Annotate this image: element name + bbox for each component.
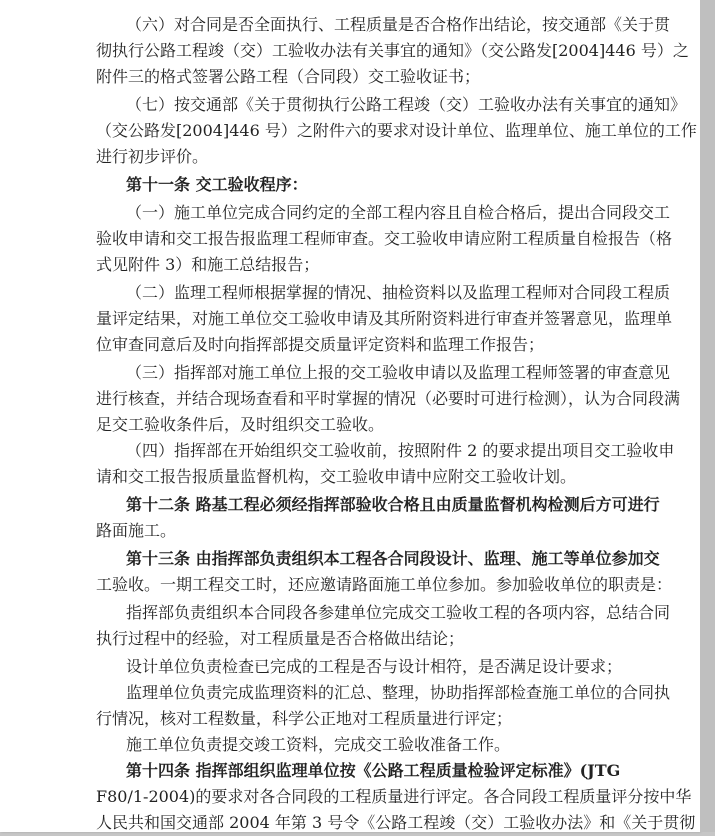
section-heading: 第十一条 交工验收程序： <box>126 175 308 194</box>
document-line: 位审查同意后及时向指挥部提交质量评定资料和监理工作报告； <box>96 335 545 354</box>
viewer-gutter <box>700 0 715 832</box>
document-line: （六）对合同是否全面执行、工程质量是否合格作出结论，按交通部《关于贯 <box>126 15 671 34</box>
document-line: （交公路发[2004]446 号）之附件六的要求对设计单位、监理单位、施工单位的工作 <box>96 121 697 140</box>
document-line: 路面施工。 <box>96 521 177 540</box>
document-line: 执行过程中的经验，对工程质量是否合格做出结论； <box>96 629 465 648</box>
document-line: 彻执行公路工程竣（交）工验收办法有关事宜的通知》（交公路发[2004]446 号）之 <box>96 41 689 60</box>
document-line: 进行核查，并结合现场查看和平时掌握的情况（必要时可进行检测），认为合同段满 <box>96 389 681 408</box>
document-line: 量评定结果，对施工单位交工验收申请及其所附资料进行审查并签署意见，监理单 <box>96 309 673 328</box>
document-line: 设计单位负责检查已完成的工程是否与设计相符，是否满足设计要求； <box>126 657 623 676</box>
document-line: 附件三的格式签署公路工程（合同段）交工验收证书； <box>96 67 481 86</box>
document-line: 进行初步评价。 <box>96 147 209 166</box>
document-line: 验收申请和交工报告报监理工程师审查。交工验收申请应附工程质量自检报告（格 <box>96 229 673 248</box>
section-heading: 第十三条 由指挥部负责组织本工程各合同段设计、监理、施工等单位参加交 <box>126 549 660 568</box>
section-heading: 第十四条 指挥部组织监理单位按《公路工程质量检验评定标准》(JTG <box>126 761 621 780</box>
document-line: 行情况，核对工程数量，科学公正地对工程质量进行评定； <box>96 709 513 728</box>
document-line: 指挥部负责组织本合同段各参建单位完成交工验收工程的各项内容，总结合同 <box>126 603 671 622</box>
document-line: 式见附件 3）和施工总结报告； <box>96 255 320 274</box>
document-line: 施工单位负责提交竣工资料，完成交工验收准备工作。 <box>126 735 511 754</box>
section-heading: 第十二条 路基工程必须经指挥部验收合格且由质量监督机构检测后方可进行 <box>126 495 660 514</box>
document-line: （三）指挥部对施工单位上报的交工验收申请以及监理工程师签署的审查意见 <box>126 363 671 382</box>
document-line: （四）指挥部在开始组织交工验收前，按照附件 2 的要求提出项目交工验收申 <box>126 441 675 460</box>
document-line: 人民共和国交通部 2004 年第 3 号令《公路工程竣（交）工验收办法》和《关于贯彻 <box>96 813 696 832</box>
document-line: F80/1-2004)的要求对各合同段的工程质量进行评定。各合同段工程质量评分按中华 <box>96 787 692 806</box>
document-line: （七）按交通部《关于贯彻执行公路工程竣（交）工验收办法有关事宜的通知》 <box>126 95 687 114</box>
document-line: （二）监理工程师根据掌握的情况、抽检资料以及监理工程师对合同段工程质 <box>126 283 671 302</box>
document-line: 工验收。一期工程交工时，还应邀请路面施工单位参加。参加验收单位的职责是： <box>96 575 673 594</box>
document-line: 足交工验收条件后，及时组织交工验收。 <box>96 415 385 434</box>
document-line: 请和交工报告报质量监督机构，交工验收申请中应附交工验收计划。 <box>96 467 577 486</box>
document-line: 监理单位负责完成监理资料的汇总、整理，协助指挥部检查施工单位的合同执 <box>126 683 671 702</box>
document-line: （一）施工单位完成合同约定的全部工程内容且自检合格后，提出合同段交工 <box>126 203 671 222</box>
